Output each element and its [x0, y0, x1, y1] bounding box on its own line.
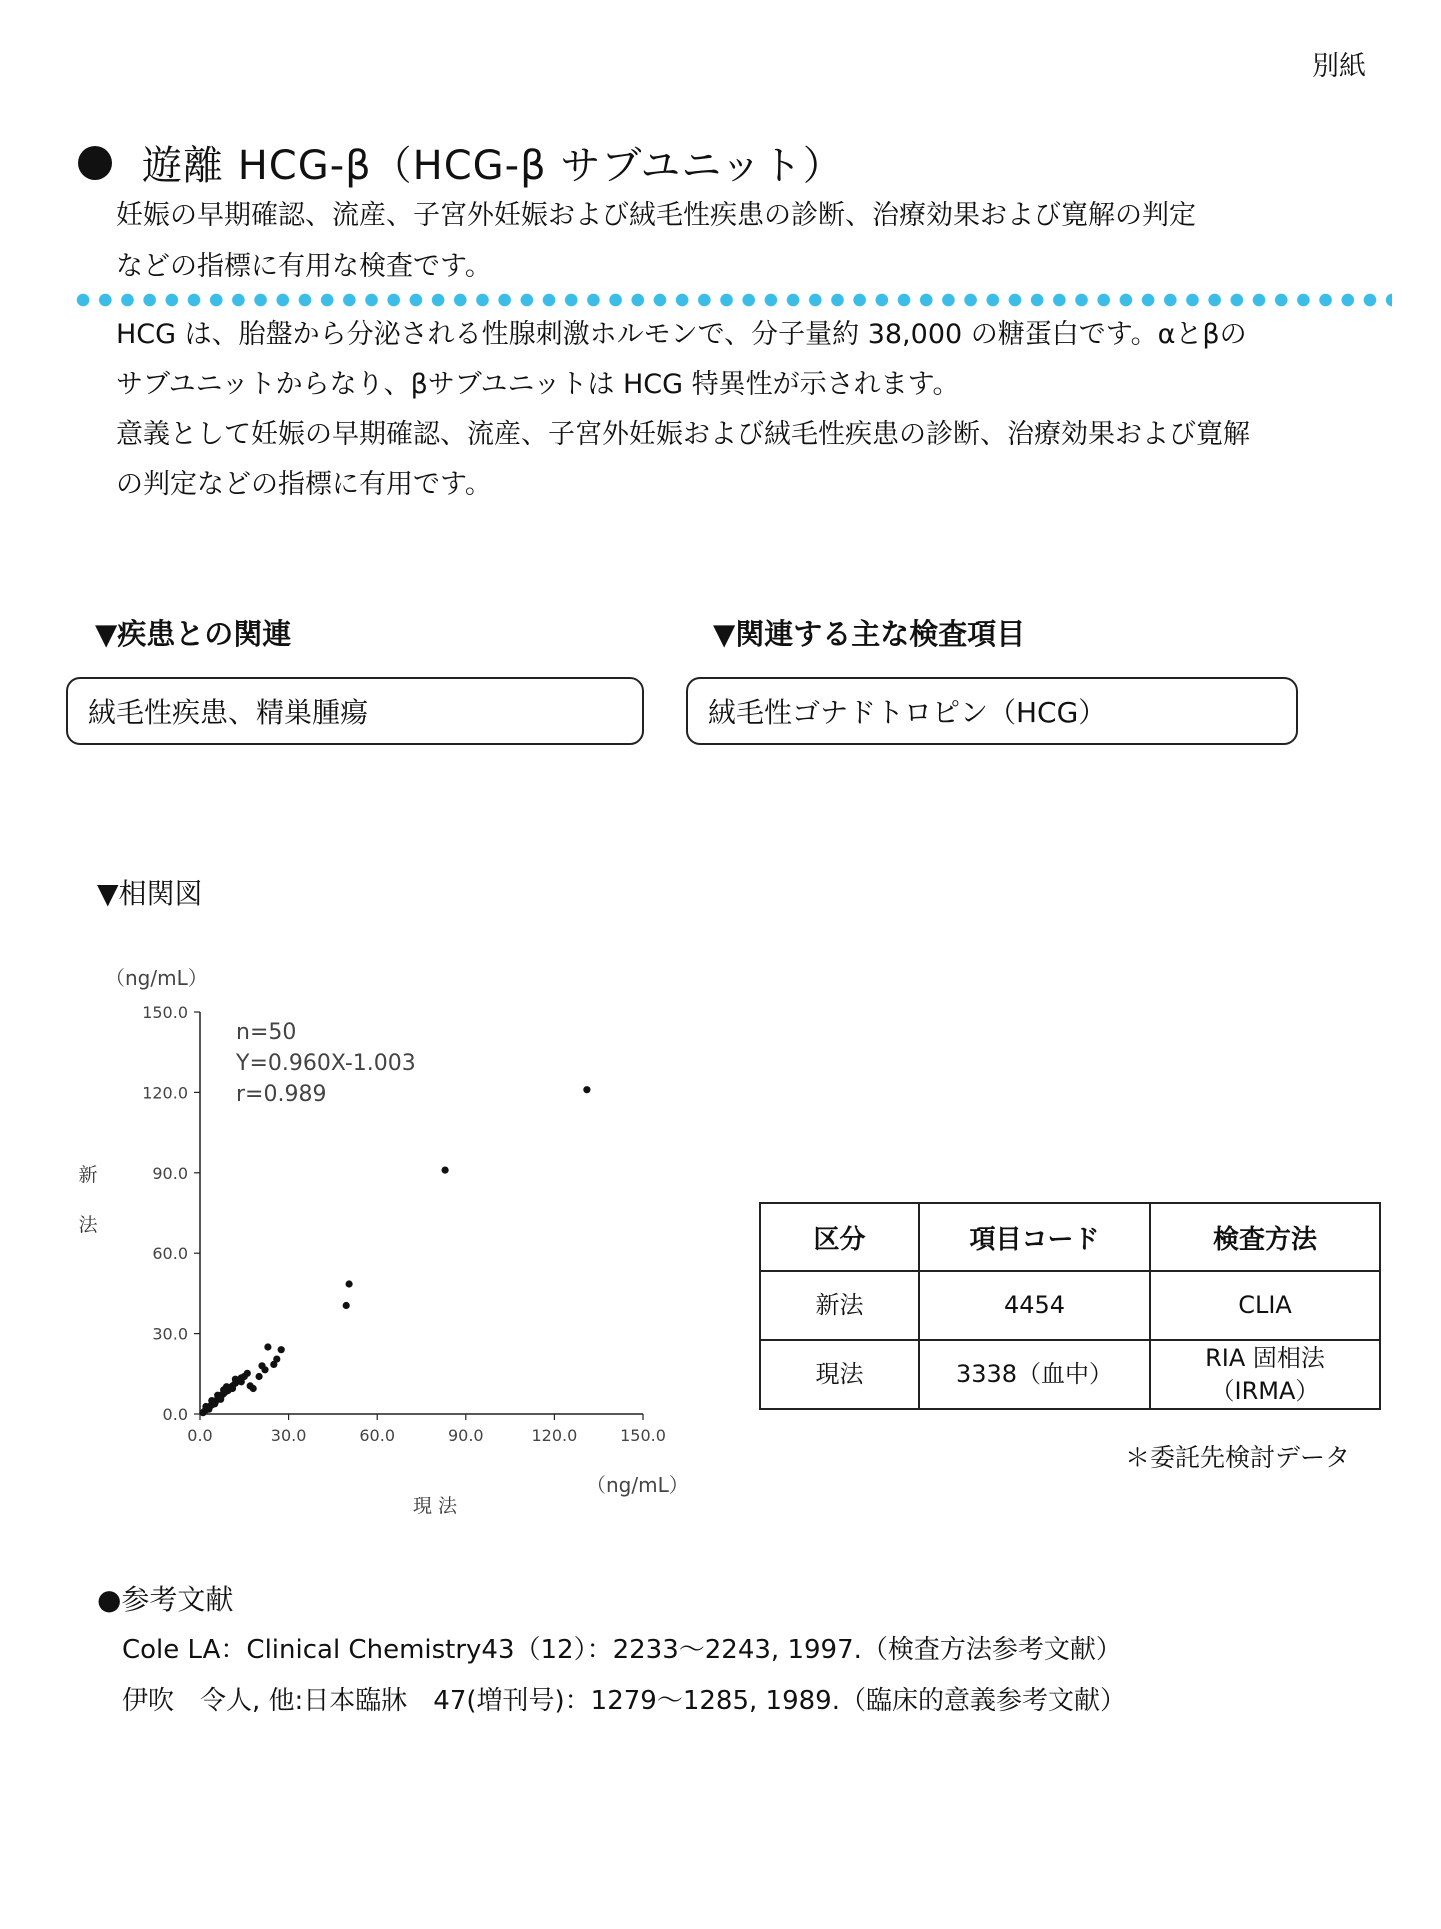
data-point — [229, 1385, 236, 1392]
title-row — [78, 134, 844, 191]
table-header-row — [760, 1203, 1380, 1271]
y-tick-label: 0.0 — [162, 1405, 188, 1424]
x-axis-unit: （ng/mL） — [586, 1473, 689, 1497]
table-cell: 3338（血中） — [919, 1340, 1150, 1409]
reference-item: 伊吹 令人, 他:日本臨牀 47(増刊号)：1279～1285, 1989.（臨床的意義参考文献） — [122, 1686, 1126, 1716]
summary-line: 妊娠の早期確認、流産、子宮外妊娠および絨毛性疾患の診断、治療効果および寛解の判定 — [116, 200, 1196, 231]
regression-annotation: n=50 — [236, 1020, 297, 1045]
description — [116, 310, 1376, 510]
data-point — [273, 1356, 280, 1363]
x-tick-label: 120.0 — [531, 1426, 578, 1445]
y-tick-label: 150.0 — [142, 1003, 188, 1022]
y-tick-label: 120.0 — [142, 1083, 188, 1103]
data-point — [442, 1167, 449, 1174]
table-cell: 4454 — [919, 1271, 1150, 1340]
disease-content: 絨毛性疾患、精巣腫瘍 — [88, 696, 369, 729]
table-cell: CLIA — [1150, 1271, 1380, 1340]
y-axis-unit: （ng/mL） — [105, 966, 208, 990]
description-line: の判定などの指標に有用です。 — [116, 469, 492, 500]
y-axis-label: 新 — [78, 1164, 98, 1186]
table-cell: 現法 — [760, 1340, 919, 1409]
y-tick-label: 60.0 — [152, 1244, 188, 1264]
x-tick-label: 0.0 — [187, 1426, 213, 1445]
bullet-icon — [78, 146, 112, 180]
method-line: （IRMA） — [1210, 1376, 1320, 1405]
data-point — [346, 1280, 353, 1287]
related-tests-content: 絨毛性ゴナドトロピン（HCG） — [708, 696, 1107, 729]
table-header: 区分 — [760, 1203, 919, 1271]
regression-annotation: r=0.989 — [236, 1082, 327, 1107]
correlation-chart — [60, 955, 700, 1535]
method-line: RIA 固相法 — [1205, 1343, 1325, 1372]
regression-annotation: Y=0.960X-1.003 — [236, 1051, 416, 1076]
x-tick-label: 150.0 — [620, 1426, 666, 1445]
data-point — [205, 1406, 212, 1413]
data-point — [278, 1346, 285, 1353]
related-tests-box — [686, 677, 1298, 745]
description-line: サブユニットからなり、βサブユニットは HCG 特異性が示されます。 — [116, 369, 960, 400]
y-tick-label: 30.0 — [152, 1324, 188, 1344]
table-row — [760, 1340, 1380, 1409]
attachment-label: 別紙 — [1312, 51, 1366, 82]
data-point — [264, 1343, 271, 1350]
table-row — [760, 1271, 1380, 1340]
disease-heading: ▼疾患との関連 — [95, 617, 292, 651]
data-point — [261, 1366, 268, 1373]
table-note: ＊委託先検討データ — [1125, 1443, 1351, 1472]
description-line: 意義として妊娠の早期確認、流産、子宮外妊娠および絨毛性疾患の診断、治療効果および寛解 — [116, 419, 1250, 450]
data-point — [343, 1302, 350, 1309]
page-title: 遊離 HCG-β（HCG-β サブユニット） — [142, 143, 844, 189]
x-tick-label: 90.0 — [447, 1426, 484, 1445]
table-cell: 新法 — [760, 1271, 919, 1340]
description-line: HCG は、胎盤から分泌される性腺刺激ホルモンで、分子量約 38,000 の糖蛋白です。αとβの — [116, 319, 1247, 350]
data-point — [238, 1378, 245, 1385]
x-tick-label: 30.0 — [270, 1426, 307, 1445]
data-point — [583, 1086, 590, 1093]
y-tick-label: 90.0 — [152, 1163, 188, 1183]
dotted-divider — [72, 293, 1392, 307]
data-point — [256, 1373, 263, 1380]
data-point — [244, 1370, 251, 1377]
data-point — [220, 1386, 227, 1393]
y-axis-label: 法 — [78, 1214, 98, 1236]
reference-item: Cole LA：Clinical Chemistry43（12）：2233～2243, 1997.（検査方法参考文献） — [122, 1635, 1122, 1665]
data-point — [211, 1400, 218, 1407]
table-header: 項目コード — [919, 1203, 1150, 1271]
summary-line: などの指標に有用な検査です。 — [116, 251, 492, 282]
data-point — [250, 1385, 257, 1392]
references-heading: ●参考文献 — [97, 1583, 234, 1616]
related-tests-heading: ▼関連する主な検査項目 — [713, 617, 1026, 651]
x-tick-label: 60.0 — [359, 1426, 396, 1445]
disease-box — [66, 677, 644, 745]
summary — [116, 190, 1346, 292]
table-header: 検査方法 — [1150, 1203, 1380, 1271]
references-list — [122, 1625, 1126, 1727]
table-cell — [1150, 1340, 1380, 1409]
x-axis-label: 現 法 — [412, 1495, 458, 1517]
method-table — [759, 1202, 1381, 1410]
correlation-heading: ▼相関図 — [97, 877, 203, 910]
data-point — [217, 1396, 224, 1403]
